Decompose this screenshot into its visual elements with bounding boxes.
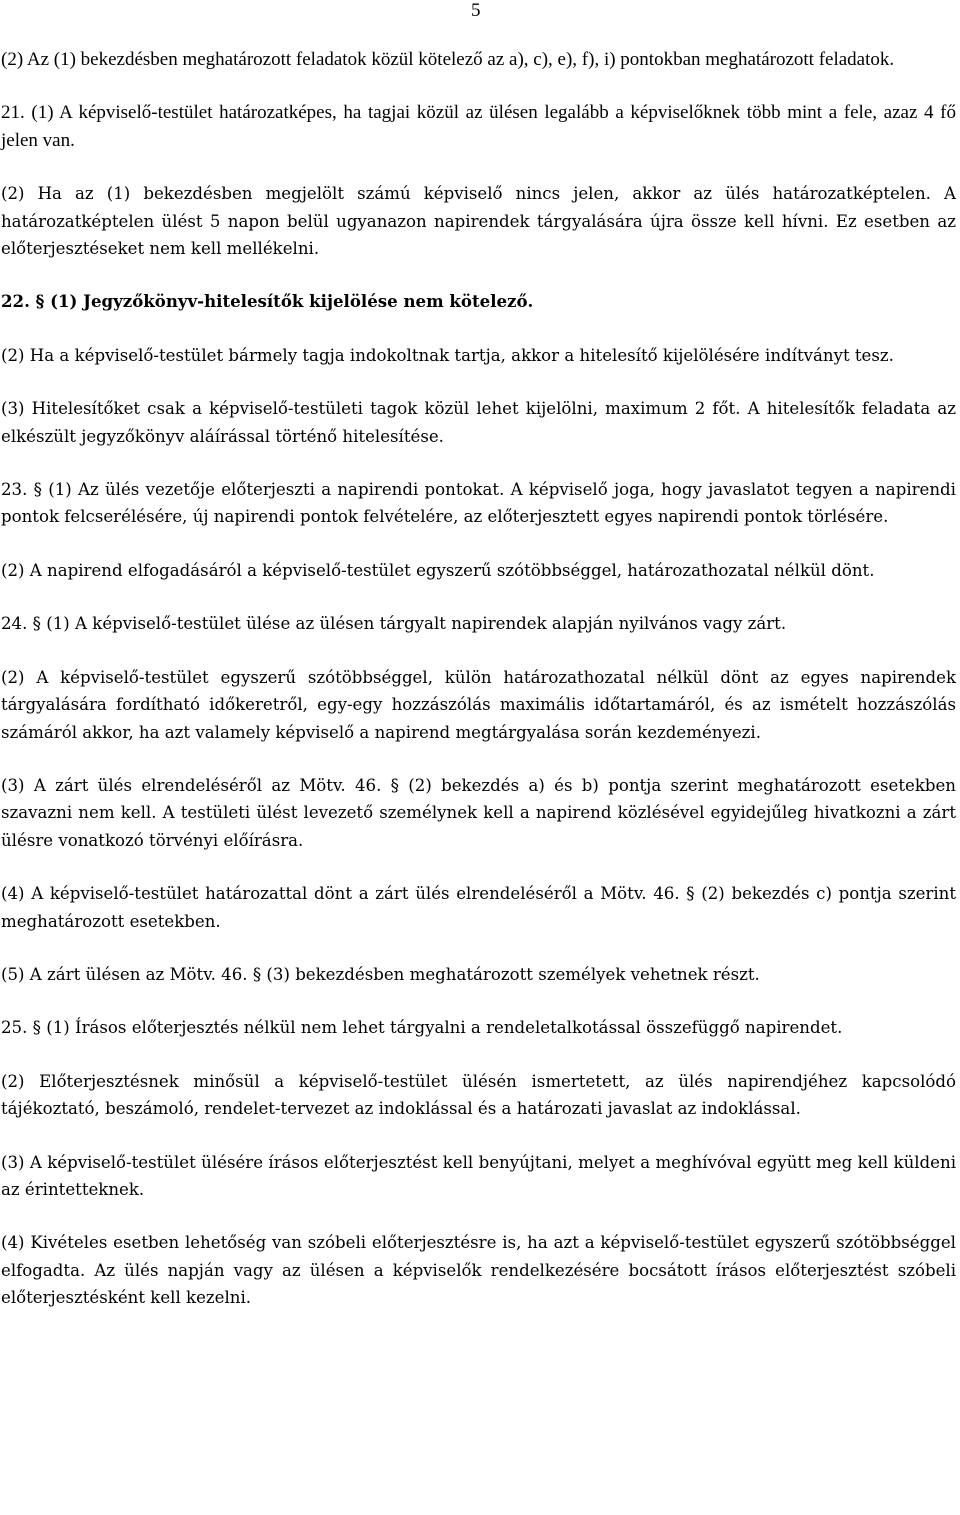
paragraph-20-2: (2) Az (1) bekezdésben meghatározott feladatok közül kötelező az a), c), e), f), i) pontokban meghatározott feladatok. xyxy=(1,49,895,70)
section-22-heading: 22. § (1) Jegyzőkönyv-hitelesítők kijelölése nem kötelező. xyxy=(1,291,534,312)
paragraph-22-2: (2) Ha a képviselő-testület bármely tagja indokoltnak tartja, akkor a hitelesítő kijelölésére indítványt tesz. xyxy=(1,345,894,365)
paragraph-23-2: (2) A napirend elfogadásáról a képviselő-testület egyszerű szótöbbséggel, határozathozatal nélkül dönt. xyxy=(1,560,875,580)
paragraph-24-5: (5) A zárt ülésen az Mötv. 46. § (3) bekezdésben meghatározott személyek vehetnek részt. xyxy=(1,964,760,984)
paragraph-24-2: (2) A képviselő-testület egyszerű szótöbbséggel, külön határozathozatal nélkül dönt az egyes napirendek tárgyalására fordítható időkeretről, egy-egy hozzászólás maximális időtartamáról, és az ismételt hozzászólás számáról akkor, ha azt valamely képviselő a napirend megtárgyalása során kezdeményezi. xyxy=(1,667,956,742)
paragraph-22-3: (3) Hitelesítőket csak a képviselő-testületi tagok közül lehet kijelölni, maximum 2 főt. A hitelesítők feladata az elkészült jegyzőkönyv aláírással történő hitelesítése. xyxy=(1,399,956,446)
page-number: 5 xyxy=(471,0,481,21)
paragraph-24-4: (4) A képviselő-testület határozattal dönt a zárt ülés elrendeléséről a Mötv. 46. § (2) bekezdés c) pontja szerint meghatározott esetekben. xyxy=(1,884,956,931)
paragraph-24-3: (3) A zárt ülés elrendeléséről az Mötv. 46. § (2) bekezdés a) és b) pontja szerint meghatározott esetekben szavazni nem kell. A testületi ülést levezető személynek kell a napirend közlésével egyidejűleg hivatkozni a zárt ülésre vonatkozó törvényi előírásra. xyxy=(1,775,956,850)
paragraph-24-1: 24. § (1) A képviselő-testület ülése az ülésen tárgyalt napirendek alapján nyilvános vagy zárt. xyxy=(1,614,787,634)
paragraph-25-2: (2) Előterjesztésnek minősül a képviselő-testület ülésén ismertetett, az ülés napirendjéhez kapcsolódó tájékoztató, beszámoló, rendelet-tervezet az indoklással és a határozati javaslat az indoklással. xyxy=(1,1071,956,1119)
paragraph-21-1: 21. (1) A képviselő-testület határozatképes, ha tagjai közül az ülésen legalább a képviselőknek több mint a fele, azaz 4 fő jelen van. xyxy=(1,102,956,151)
document-body xyxy=(1,46,956,1312)
paragraph-25-3: (3) A képviselő-testület ülésére írásos előterjesztést kell benyújtani, melyet a meghívóval együtt meg kell küldeni az érintetteknek. xyxy=(1,1152,956,1199)
paragraph-25-4: (4) Kivételes esetben lehetőség van szóbeli előterjesztésre is, ha azt a képviselő-testület egyszerű szótöbbséggel elfogadta. Az ülés napján vagy az ülésen a képviselők rendelkezésére bocsátott írásos előterjesztést szóbeli előterjesztésként kell kezelni. xyxy=(1,1233,956,1308)
paragraph-25-1: 25. § (1) Írásos előterjesztés nélkül nem lehet tárgyalni a rendeletalkotással összefüggő napirendet. xyxy=(1,1018,843,1038)
paragraph-21-2: (2) Ha az (1) bekezdésben megjelölt számú képviselő nincs jelen, akkor az ülés határozatképtelen. A határozatképtelen ülést 5 napon belül ugyanazon napirendek tárgyalására újra össze kell hívni. Ez esetben az előterjesztéseket nem kell mellékelni. xyxy=(1,184,956,259)
paragraph-23-1: 23. § (1) Az ülés vezetője előterjeszti a napirendi pontokat. A képviselő joga, hogy javaslatot tegyen a napirendi pontok felcserélésére, új napirendi pontok felvételére, az előterjesztett egyes napirendi pontok törlésére. xyxy=(1,480,956,527)
